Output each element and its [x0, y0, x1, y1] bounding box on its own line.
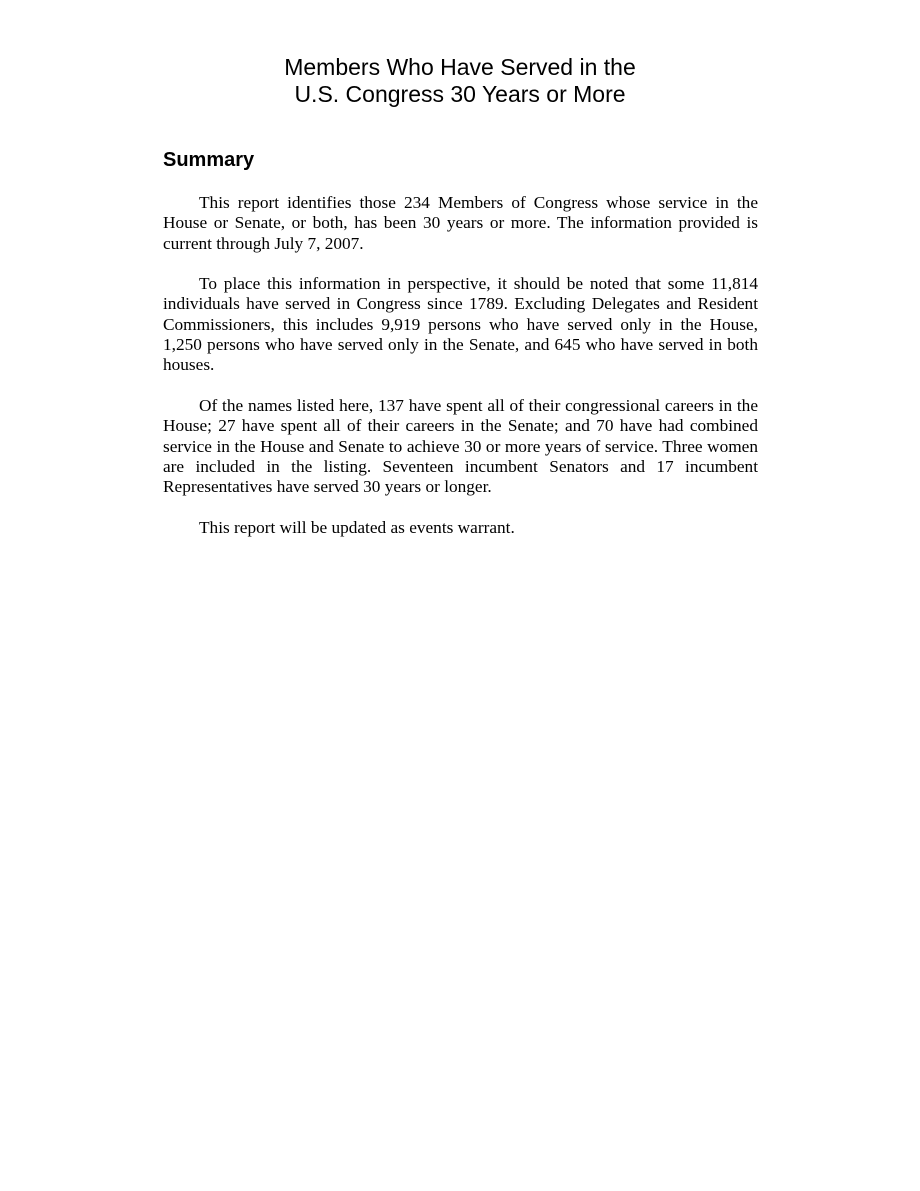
- page-title: [0, 54, 920, 108]
- summary-heading: Summary: [163, 149, 255, 171]
- summary-paragraph-3: Of the names listed here, 137 have spent all of their congressional careers in the House; 27 have spent all of their careers in the Senate; and 70 have had combined service in the House and Senate to achieve 30 or more years of service. Three women are included in the listing. Seventeen incumbent Senators and 17 incumbent Representatives have served 30 years or longer.: [163, 395, 758, 497]
- summary-body: [163, 193, 758, 558]
- title-line-2: U.S. Congress 30 Years or More: [294, 81, 626, 107]
- title-line-1: Members Who Have Served in the: [284, 54, 636, 80]
- summary-paragraph-1: This report identifies those 234 Members of Congress whose service in the House or Senate, or both, has been 30 years or more. The information provided is current through July 7, 2007.: [163, 193, 758, 253]
- summary-paragraph-4: This report will be updated as events warrant.: [199, 517, 515, 537]
- summary-paragraph-2: To place this information in perspective, it should be noted that some 11,814 individuals have served in Congress since 1789. Excluding Delegates and Resident Commissioners, this includes 9,919 persons who have served only in the House, 1,250 persons who have served only in the Senate, and 645 who have served in both houses.: [163, 274, 758, 375]
